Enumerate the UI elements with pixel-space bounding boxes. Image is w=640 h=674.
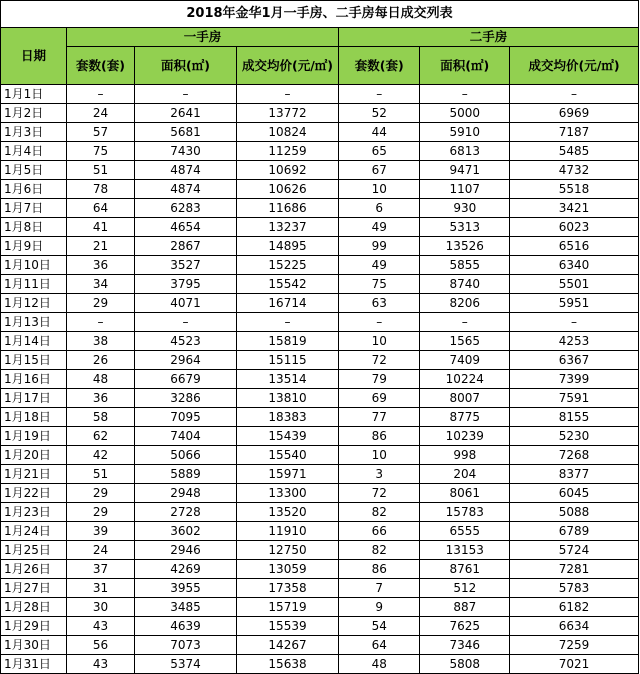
new-price-cell: 13772 <box>237 104 339 123</box>
table-row <box>1 161 639 180</box>
new-price-cell: 11259 <box>237 142 339 161</box>
second-count-cell: 63 <box>339 294 420 313</box>
table-row <box>1 104 639 123</box>
second-count-cell: 64 <box>339 636 420 655</box>
second-price-cell: 7021 <box>510 655 639 674</box>
second-count-cell: 9 <box>339 598 420 617</box>
second-count-cell: – <box>339 85 420 104</box>
new-area-cell: 2641 <box>134 104 236 123</box>
date-cell: 1月4日 <box>1 142 67 161</box>
new-price-cell: 15439 <box>237 427 339 446</box>
table-row <box>1 180 639 199</box>
date-cell: 1月25日 <box>1 541 67 560</box>
second-price-cell: 7268 <box>510 446 639 465</box>
second-count-cell: 69 <box>339 389 420 408</box>
new-count-cell: 24 <box>66 104 134 123</box>
new-area-cell: 4639 <box>134 617 236 636</box>
date-cell: 1月16日 <box>1 370 67 389</box>
date-cell: 1月13日 <box>1 313 67 332</box>
second-area-cell: 7625 <box>420 617 510 636</box>
new-count-cell: – <box>66 85 134 104</box>
second-price-cell: – <box>510 313 639 332</box>
date-cell: 1月3日 <box>1 123 67 142</box>
new-price-cell: 13514 <box>237 370 339 389</box>
table-row <box>1 617 639 636</box>
second-price-cell: 6634 <box>510 617 639 636</box>
new-count-cell: 58 <box>66 408 134 427</box>
second-area-cell: 8740 <box>420 275 510 294</box>
new-area-header: 面积(㎡) <box>134 47 236 85</box>
new-count-cell: 34 <box>66 275 134 294</box>
table-row <box>1 598 639 617</box>
second-area-cell: 8206 <box>420 294 510 313</box>
second-price-cell: 6789 <box>510 522 639 541</box>
second-price-cell: 4732 <box>510 161 639 180</box>
table-row <box>1 237 639 256</box>
second-count-cell: 86 <box>339 427 420 446</box>
date-cell: 1月15日 <box>1 351 67 370</box>
new-area-cell: 5889 <box>134 465 236 484</box>
second-count-cell: 54 <box>339 617 420 636</box>
table-row <box>1 389 639 408</box>
new-area-cell: 4071 <box>134 294 236 313</box>
second-count-cell: 65 <box>339 142 420 161</box>
second-price-cell: 8155 <box>510 408 639 427</box>
date-cell: 1月30日 <box>1 636 67 655</box>
new-area-cell: 7430 <box>134 142 236 161</box>
table-row <box>1 579 639 598</box>
second-area-cell: 10224 <box>420 370 510 389</box>
new-price-cell: 15115 <box>237 351 339 370</box>
new-area-cell: 5681 <box>134 123 236 142</box>
table-row <box>1 465 639 484</box>
new-price-cell: – <box>237 85 339 104</box>
second-count-cell: 48 <box>339 655 420 674</box>
second-area-cell: 13153 <box>420 541 510 560</box>
second-count-cell: 6 <box>339 199 420 218</box>
date-cell: 1月9日 <box>1 237 67 256</box>
date-cell: 1月29日 <box>1 617 67 636</box>
second-area-cell: 8775 <box>420 408 510 427</box>
second-area-cell: 512 <box>420 579 510 598</box>
new-price-cell: 16714 <box>237 294 339 313</box>
second-price-cell: 5230 <box>510 427 639 446</box>
second-price-cell: 5485 <box>510 142 639 161</box>
second-area-cell: 6813 <box>420 142 510 161</box>
date-cell: 1月27日 <box>1 579 67 598</box>
table-row <box>1 142 639 161</box>
date-cell: 1月24日 <box>1 522 67 541</box>
second-area-cell: 8761 <box>420 560 510 579</box>
second-count-cell: 82 <box>339 541 420 560</box>
second-area-cell: 1565 <box>420 332 510 351</box>
date-cell: 1月5日 <box>1 161 67 180</box>
second-price-cell: 6367 <box>510 351 639 370</box>
table-row <box>1 294 639 313</box>
new-count-cell: 38 <box>66 332 134 351</box>
new-area-cell: 4874 <box>134 161 236 180</box>
second-area-cell: 8061 <box>420 484 510 503</box>
new-price-cell: 15638 <box>237 655 339 674</box>
new-area-cell: 4874 <box>134 180 236 199</box>
new-count-cell: 41 <box>66 218 134 237</box>
second-price-cell: 7399 <box>510 370 639 389</box>
date-cell: 1月22日 <box>1 484 67 503</box>
second-area-header: 面积(㎡) <box>420 47 510 85</box>
new-price-cell: 11686 <box>237 199 339 218</box>
new-count-cell: 48 <box>66 370 134 389</box>
second-price-cell: 6182 <box>510 598 639 617</box>
second-price-cell: 7259 <box>510 636 639 655</box>
new-count-cell: 36 <box>66 256 134 275</box>
new-area-cell: 4654 <box>134 218 236 237</box>
new-price-cell: 17358 <box>237 579 339 598</box>
table-row <box>1 85 639 104</box>
second-hand-group-header: 二手房 <box>339 28 639 47</box>
new-price-cell: 15971 <box>237 465 339 484</box>
second-count-cell: 86 <box>339 560 420 579</box>
second-area-cell: – <box>420 313 510 332</box>
new-area-cell: – <box>134 85 236 104</box>
new-count-cell: 57 <box>66 123 134 142</box>
new-price-cell: 13520 <box>237 503 339 522</box>
date-header: 日期 <box>1 28 67 85</box>
second-area-cell: 5855 <box>420 256 510 275</box>
second-price-cell: 5783 <box>510 579 639 598</box>
new-count-cell: 39 <box>66 522 134 541</box>
second-area-cell: 5910 <box>420 123 510 142</box>
new-area-cell: 5066 <box>134 446 236 465</box>
new-area-cell: 3795 <box>134 275 236 294</box>
date-cell: 1月21日 <box>1 465 67 484</box>
second-area-cell: 15783 <box>420 503 510 522</box>
date-cell: 1月8日 <box>1 218 67 237</box>
second-count-cell: 79 <box>339 370 420 389</box>
date-cell: 1月10日 <box>1 256 67 275</box>
new-count-cell: 64 <box>66 199 134 218</box>
table-row <box>1 332 639 351</box>
second-count-cell: 52 <box>339 104 420 123</box>
new-area-cell: – <box>134 313 236 332</box>
second-area-cell: 8007 <box>420 389 510 408</box>
table-row <box>1 199 639 218</box>
new-area-cell: 3286 <box>134 389 236 408</box>
date-cell: 1月11日 <box>1 275 67 294</box>
second-price-header: 成交均价(元/㎡) <box>510 47 639 85</box>
table-row <box>1 408 639 427</box>
new-count-cell: 29 <box>66 294 134 313</box>
new-house-group-header: 一手房 <box>66 28 338 47</box>
new-area-cell: 5374 <box>134 655 236 674</box>
new-count-cell: 43 <box>66 655 134 674</box>
date-cell: 1月23日 <box>1 503 67 522</box>
new-count-cell: 78 <box>66 180 134 199</box>
new-area-cell: 3485 <box>134 598 236 617</box>
table-row <box>1 123 639 142</box>
new-price-cell: 15819 <box>237 332 339 351</box>
date-cell: 1月19日 <box>1 427 67 446</box>
new-price-cell: 13300 <box>237 484 339 503</box>
new-area-cell: 2867 <box>134 237 236 256</box>
new-price-cell: 14267 <box>237 636 339 655</box>
new-count-cell: 75 <box>66 142 134 161</box>
new-count-cell: 43 <box>66 617 134 636</box>
second-count-cell: 72 <box>339 351 420 370</box>
new-count-cell: 37 <box>66 560 134 579</box>
new-count-cell: 30 <box>66 598 134 617</box>
date-cell: 1月2日 <box>1 104 67 123</box>
second-price-cell: 7281 <box>510 560 639 579</box>
new-price-cell: 15542 <box>237 275 339 294</box>
second-price-cell: 6969 <box>510 104 639 123</box>
second-count-cell: 82 <box>339 503 420 522</box>
second-count-cell: 7 <box>339 579 420 598</box>
second-price-cell: 8377 <box>510 465 639 484</box>
new-area-cell: 4523 <box>134 332 236 351</box>
new-count-cell: 51 <box>66 161 134 180</box>
new-count-header: 套数(套) <box>66 47 134 85</box>
second-area-cell: 204 <box>420 465 510 484</box>
new-area-cell: 2948 <box>134 484 236 503</box>
second-area-cell: – <box>420 85 510 104</box>
date-cell: 1月20日 <box>1 446 67 465</box>
new-area-cell: 2728 <box>134 503 236 522</box>
date-cell: 1月18日 <box>1 408 67 427</box>
new-count-cell: 36 <box>66 389 134 408</box>
table-row <box>1 522 639 541</box>
second-area-cell: 1107 <box>420 180 510 199</box>
table-row <box>1 560 639 579</box>
second-count-cell: 3 <box>339 465 420 484</box>
second-price-cell: 7187 <box>510 123 639 142</box>
second-count-header: 套数(套) <box>339 47 420 85</box>
table-row <box>1 503 639 522</box>
new-count-cell: 29 <box>66 503 134 522</box>
new-price-cell: 10626 <box>237 180 339 199</box>
new-count-cell: 51 <box>66 465 134 484</box>
new-price-cell: 13059 <box>237 560 339 579</box>
new-price-cell: 10824 <box>237 123 339 142</box>
new-count-cell: 26 <box>66 351 134 370</box>
new-area-cell: 2964 <box>134 351 236 370</box>
second-price-cell: 6045 <box>510 484 639 503</box>
date-cell: 1月28日 <box>1 598 67 617</box>
table-row <box>1 541 639 560</box>
new-area-cell: 3527 <box>134 256 236 275</box>
second-count-cell: 10 <box>339 446 420 465</box>
second-area-cell: 10239 <box>420 427 510 446</box>
second-count-cell: 77 <box>339 408 420 427</box>
date-cell: 1月26日 <box>1 560 67 579</box>
table-row <box>1 313 639 332</box>
second-count-cell: 75 <box>339 275 420 294</box>
second-count-cell: 49 <box>339 256 420 275</box>
second-price-cell: 5518 <box>510 180 639 199</box>
second-count-cell: 44 <box>339 123 420 142</box>
second-area-cell: 887 <box>420 598 510 617</box>
second-count-cell: 10 <box>339 332 420 351</box>
new-area-cell: 7073 <box>134 636 236 655</box>
date-cell: 1月14日 <box>1 332 67 351</box>
second-count-cell: 10 <box>339 180 420 199</box>
new-price-cell: 13810 <box>237 389 339 408</box>
second-area-cell: 5808 <box>420 655 510 674</box>
new-area-cell: 3955 <box>134 579 236 598</box>
second-area-cell: 5000 <box>420 104 510 123</box>
second-count-cell: 66 <box>339 522 420 541</box>
new-count-cell: 21 <box>66 237 134 256</box>
second-area-cell: 7346 <box>420 636 510 655</box>
date-cell: 1月17日 <box>1 389 67 408</box>
second-count-cell: – <box>339 313 420 332</box>
new-area-cell: 2946 <box>134 541 236 560</box>
second-area-cell: 6555 <box>420 522 510 541</box>
new-area-cell: 6283 <box>134 199 236 218</box>
second-count-cell: 99 <box>339 237 420 256</box>
table-row <box>1 351 639 370</box>
table-row <box>1 655 639 674</box>
second-area-cell: 930 <box>420 199 510 218</box>
second-area-cell: 9471 <box>420 161 510 180</box>
date-cell: 1月12日 <box>1 294 67 313</box>
date-cell: 1月6日 <box>1 180 67 199</box>
table-row <box>1 636 639 655</box>
new-count-cell: 62 <box>66 427 134 446</box>
second-price-cell: – <box>510 85 639 104</box>
new-area-cell: 7404 <box>134 427 236 446</box>
second-area-cell: 7409 <box>420 351 510 370</box>
table-row <box>1 370 639 389</box>
new-area-cell: 3602 <box>134 522 236 541</box>
new-price-cell: 15719 <box>237 598 339 617</box>
table-row <box>1 427 639 446</box>
new-count-cell: – <box>66 313 134 332</box>
new-price-cell: 11910 <box>237 522 339 541</box>
new-price-cell: 12750 <box>237 541 339 560</box>
date-cell: 1月31日 <box>1 655 67 674</box>
new-area-cell: 7095 <box>134 408 236 427</box>
new-price-cell: 15540 <box>237 446 339 465</box>
second-area-cell: 13526 <box>420 237 510 256</box>
new-price-cell: – <box>237 313 339 332</box>
new-price-cell: 14895 <box>237 237 339 256</box>
second-count-cell: 72 <box>339 484 420 503</box>
date-cell: 1月7日 <box>1 199 67 218</box>
table-row <box>1 256 639 275</box>
new-count-cell: 29 <box>66 484 134 503</box>
second-price-cell: 4253 <box>510 332 639 351</box>
table-row <box>1 446 639 465</box>
second-area-cell: 998 <box>420 446 510 465</box>
new-price-cell: 10692 <box>237 161 339 180</box>
second-price-cell: 5724 <box>510 541 639 560</box>
second-count-cell: 67 <box>339 161 420 180</box>
second-price-cell: 7591 <box>510 389 639 408</box>
second-price-cell: 5088 <box>510 503 639 522</box>
second-price-cell: 6516 <box>510 237 639 256</box>
new-price-cell: 13237 <box>237 218 339 237</box>
table-row <box>1 218 639 237</box>
second-price-cell: 6340 <box>510 256 639 275</box>
table-row <box>1 275 639 294</box>
new-area-cell: 4269 <box>134 560 236 579</box>
second-price-cell: 5951 <box>510 294 639 313</box>
second-price-cell: 6023 <box>510 218 639 237</box>
second-price-cell: 5501 <box>510 275 639 294</box>
new-price-header: 成交均价(元/㎡) <box>237 47 339 85</box>
new-price-cell: 15539 <box>237 617 339 636</box>
new-count-cell: 42 <box>66 446 134 465</box>
second-price-cell: 3421 <box>510 199 639 218</box>
second-area-cell: 5313 <box>420 218 510 237</box>
new-count-cell: 31 <box>66 579 134 598</box>
table-title: 2018年金华1月一手房、二手房每日成交列表 <box>1 1 639 28</box>
table-row <box>1 484 639 503</box>
new-count-cell: 56 <box>66 636 134 655</box>
second-count-cell: 49 <box>339 218 420 237</box>
date-cell: 1月1日 <box>1 85 67 104</box>
new-price-cell: 18383 <box>237 408 339 427</box>
new-price-cell: 15225 <box>237 256 339 275</box>
new-area-cell: 6679 <box>134 370 236 389</box>
new-count-cell: 24 <box>66 541 134 560</box>
